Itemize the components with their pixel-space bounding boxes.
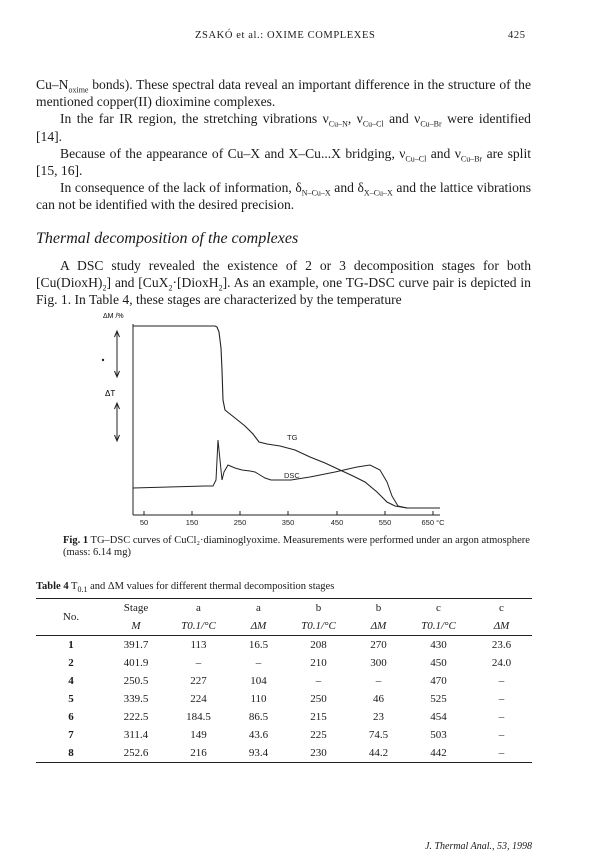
table-cell: 470: [430, 675, 447, 687]
table-cell: 149: [190, 729, 207, 741]
section-title: Thermal decomposition of the complexes: [36, 230, 299, 247]
table-cell: 430: [430, 639, 447, 651]
intro-text: [36, 76, 531, 214]
table-cell: 110: [250, 693, 267, 705]
table-header-m: M: [106, 617, 166, 636]
journal-footer: J. Thermal Anal., 53, 1998: [425, 841, 533, 852]
table-cell: 442: [430, 747, 447, 759]
table-cell: 23: [373, 711, 384, 723]
table-cell: 222.5: [123, 711, 149, 723]
running-title: ZSAKÓ et al.: OXIME COMPLEXES: [195, 30, 376, 41]
table-cell: 208: [310, 639, 327, 651]
table-cell: 24.0: [491, 657, 512, 669]
table-cell: 16.5: [248, 639, 269, 651]
table-cell: 86.5: [248, 711, 269, 723]
table-cell: –: [195, 657, 202, 669]
table-cell: –: [498, 747, 505, 759]
table-row: [36, 636, 532, 655]
row-number: 5: [68, 693, 74, 705]
paragraph-5: A DSC study revealed the existence of 2 or 3 decomposition stages for both $[Cu(DioxH)_2]$ and [CuX$_2$·[DioxH$_2$]. As an example, one TG-DSC curve pair is depicted in Fig. 1. In Table 4, these stages are characterized by the temperature: [36, 258, 531, 308]
table-cell: 525: [430, 693, 447, 705]
row-number: 6: [68, 711, 74, 723]
table-cell: 227: [190, 675, 207, 687]
caption-text: TG–DSC curves of CuCl₂·diaminoglyoxime. Measurements were performed under an argon atmosphere (mass: 6.14 mg): [63, 535, 530, 559]
table-cell: 250: [310, 693, 327, 705]
dot-marker: [102, 359, 104, 361]
dsc-label: DSC: [284, 471, 300, 480]
tg-dsc-figure: [95, 310, 455, 532]
table-cell: 46: [373, 693, 384, 705]
figure-caption: [63, 535, 533, 560]
table-cell: 339.5: [123, 693, 149, 705]
table-cell: 215: [310, 711, 327, 723]
x-tick-label: 350: [281, 518, 295, 527]
table-cell: –: [498, 711, 505, 723]
scale-bar-icon: [115, 331, 120, 441]
table-cell: 74.5: [368, 729, 389, 741]
table-cell: 104: [250, 675, 267, 687]
x-ticks: [144, 511, 433, 515]
table-cell: –: [498, 693, 505, 705]
table-cell: 230: [310, 747, 327, 759]
table-cell: 113: [190, 639, 207, 651]
paragraph-3: Because of the appearance of Cu–X and X–Cu...X bridging, $\nu_{Cu-Cl}$ and $\nu_{Cu-Br}$ are split [15, 16].: [36, 145, 531, 179]
paragraph-2: In the far IR region, the stretching vibrations $\nu_{Cu-N}$, $\nu_{Cu-Cl}$ and $\nu_{Cu-Br}$ were identified [14].: [36, 111, 531, 144]
table-header-group: a: [196, 602, 201, 614]
table-cell: 210: [310, 657, 327, 669]
table-cell: 450: [430, 657, 447, 669]
table-header-unit: T0.1/°C: [166, 617, 231, 636]
table-body: [36, 636, 532, 763]
x-tick-label: 550: [378, 518, 392, 527]
table-cell: 252.6: [123, 747, 149, 759]
table-cell: –: [375, 675, 382, 687]
table-header-group: b: [315, 602, 322, 614]
caption-label: Fig. 1: [63, 535, 89, 546]
table-4: [36, 598, 532, 763]
table-header-unit: ΔM: [471, 617, 532, 636]
row-number: 2: [68, 657, 74, 669]
table-header-unit: ΔM: [351, 617, 406, 636]
table-cell: 224: [190, 693, 207, 705]
paragraph-1: $Cu-N_{oxime}$ bonds). These spectral data reveal an important difference in the structure of the mentioned copper(II) dioximine complexes.: [36, 77, 531, 110]
row-number: 7: [68, 729, 74, 741]
table-row: [36, 672, 532, 690]
y-label-mass: ΔM /%: [103, 313, 124, 320]
x-tick-label: 150: [185, 518, 199, 527]
table-row: [36, 726, 532, 744]
row-number: 8: [68, 747, 74, 759]
row-number: 4: [68, 675, 74, 687]
table-cell: 270: [370, 639, 387, 651]
row-number: 1: [68, 639, 74, 651]
table-cell: 311.4: [123, 729, 149, 741]
table-cell: 44.2: [368, 747, 389, 759]
table-cell: 250.5: [123, 675, 149, 687]
table-cell: 93.4: [248, 747, 269, 759]
section-text: [36, 257, 531, 309]
x-tick-label: 450: [330, 518, 344, 527]
table-cell: 391.7: [123, 639, 149, 651]
table-header-unit: ΔM: [231, 617, 286, 636]
table-cell: 454: [430, 711, 447, 723]
table-cell: –: [498, 729, 505, 741]
table-row: [36, 708, 532, 726]
tg-label: TG: [287, 433, 298, 442]
table-row: [36, 654, 532, 672]
table-cell: 216: [190, 747, 207, 759]
x-tick-label: 50: [139, 518, 149, 527]
table-cell: 184.5: [186, 711, 211, 723]
paragraph-4: In consequence of the lack of information, $\delta_{N-Cu-X}$ and $\delta_{X-Cu-X}$ and the lattice vibrations can not be identified with the desired precision.: [36, 180, 531, 213]
x-tick-label: 250: [233, 518, 247, 527]
table-cell: 300: [370, 657, 387, 669]
table-row: [36, 690, 532, 708]
table-cell: 225: [310, 729, 327, 741]
table-cell: –: [255, 657, 262, 669]
table-header-no: No.: [36, 599, 106, 636]
table-cell: –: [498, 675, 505, 687]
y-label-delta-t: ΔT: [105, 389, 116, 398]
table-cell: –: [315, 675, 322, 687]
table-header-group: c: [436, 602, 441, 614]
table-cell: 401.9: [123, 657, 149, 669]
table-caption: Table 4 $T_{0.1}$ and ΔM values for different thermal decomposition stages: [36, 581, 335, 595]
table-cell: 23.6: [491, 639, 512, 651]
x-tick-label: 650 °C: [421, 518, 445, 527]
table-cell: 503: [430, 729, 447, 741]
page-number: 425: [508, 30, 526, 41]
table-header-unit: T0.1/°C: [406, 617, 471, 636]
table-header-group: a: [256, 602, 261, 614]
table-header-group: b: [375, 602, 382, 614]
table-header-group: c: [499, 602, 504, 614]
table-header-stage: Stage: [123, 602, 149, 614]
table-cell: 43.6: [248, 729, 269, 741]
table-header-unit: T0.1/°C: [286, 617, 351, 636]
tg-curve: [133, 326, 440, 508]
table-row: [36, 744, 532, 762]
